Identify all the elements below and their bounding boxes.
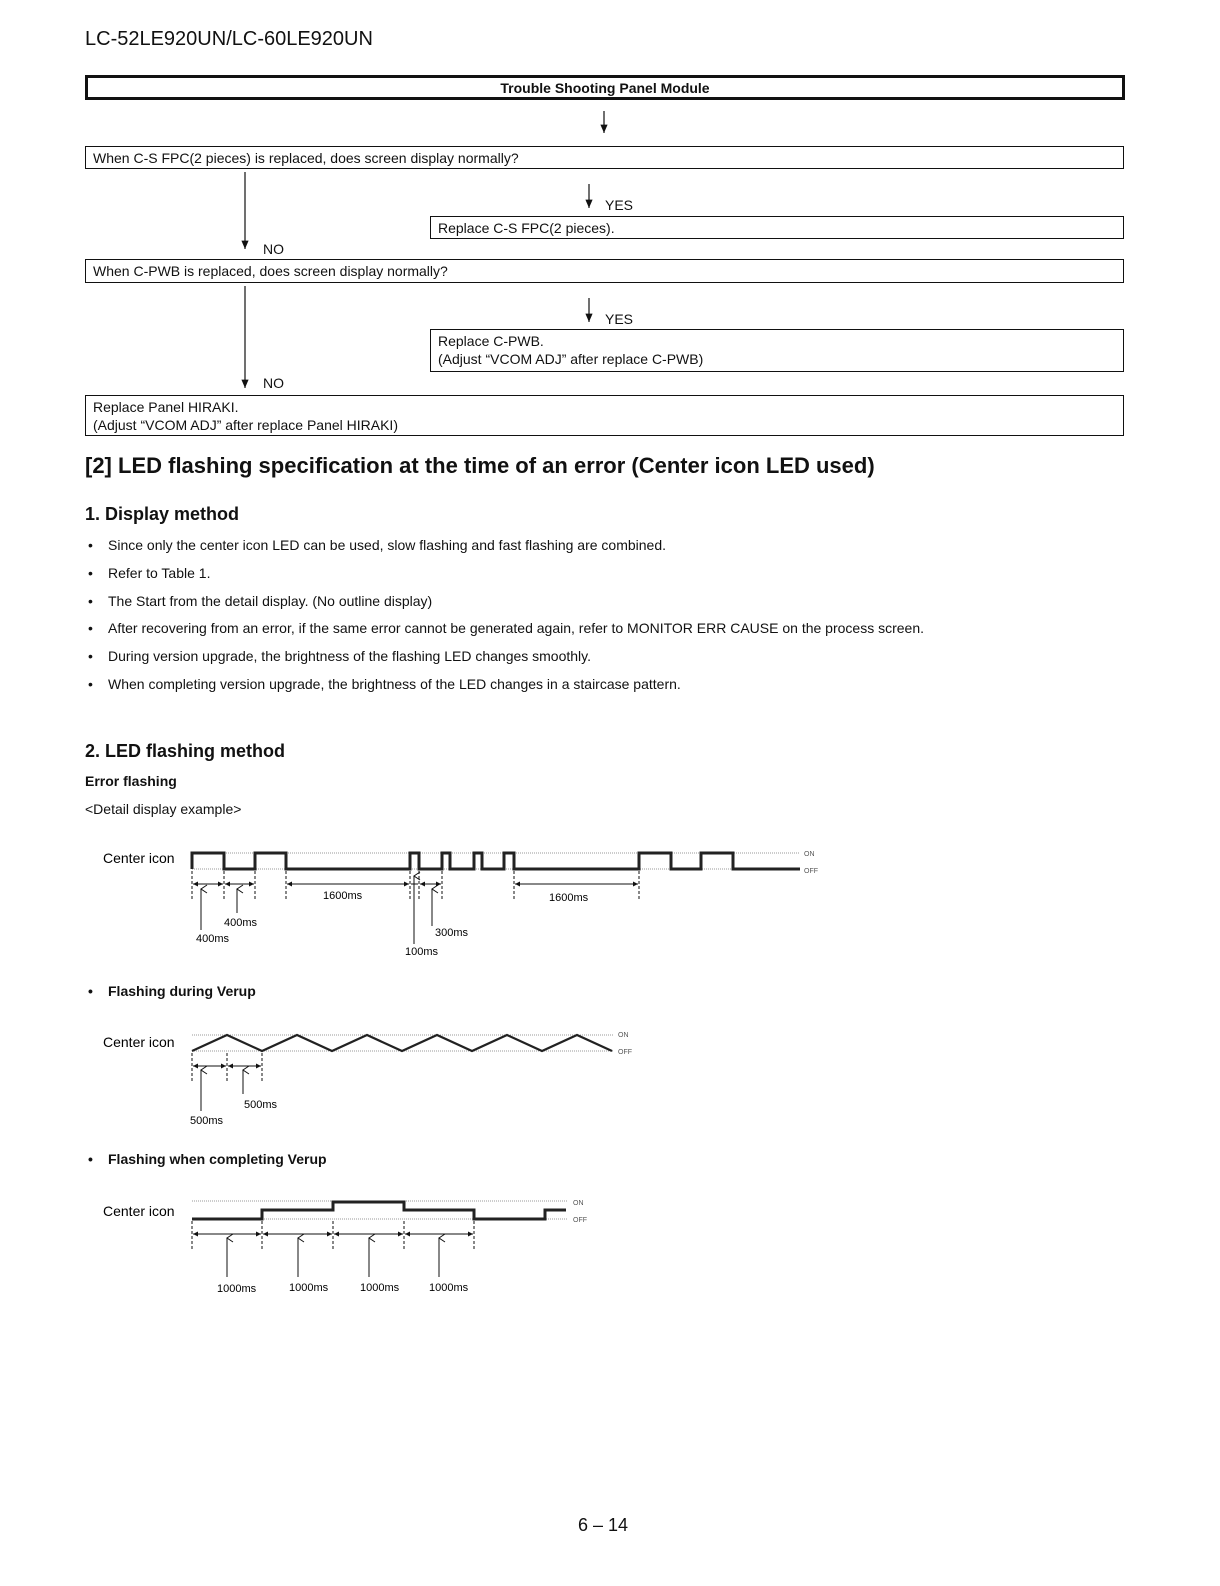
- answer-replace-cs-fpc: Replace C-S FPC(2 pieces).: [430, 216, 1124, 239]
- question-cs-fpc: When C-S FPC(2 pieces) is replaced, does screen display normally?: [85, 146, 1124, 169]
- signal-label: Center icon: [103, 1034, 175, 1050]
- bullet-item: • During version upgrade, the brightness of the flashing LED changes smoothly.: [88, 648, 592, 664]
- bullet-item: • The Start from the detail display. (No outline display): [88, 593, 433, 609]
- complete-diagram: [103, 1200, 587, 1295]
- duration-label: 1600ms: [323, 890, 363, 902]
- flow-arrows: [245, 111, 604, 388]
- verup-waveform: [192, 1035, 612, 1051]
- signal-label: Center icon: [103, 850, 175, 866]
- bullet-item: • Refer to Table 1.: [88, 565, 211, 581]
- verup-heading: • Flashing during Verup: [88, 983, 256, 999]
- error-flashing-label: Error flashing: [85, 773, 177, 789]
- duration-label: 400ms: [224, 917, 258, 929]
- detail-example-label: <Detail display example>: [85, 801, 242, 817]
- on-label: ON: [618, 1032, 629, 1039]
- question-c-pwb: When C-PWB is replaced, does screen display normally?: [85, 259, 1124, 283]
- off-label: OFF: [618, 1049, 632, 1056]
- duration-label: 300ms: [435, 927, 469, 939]
- section-title: [2] LED flashing specification at the time of an error (Center icon LED used): [85, 453, 875, 478]
- duration-label: 500ms: [190, 1115, 224, 1127]
- duration-label: 1000ms: [429, 1282, 469, 1294]
- bullet-item: • When completing version upgrade, the brightness of the LED changes in a staircase pattern.: [88, 676, 681, 692]
- no-label: NO: [263, 241, 284, 257]
- duration-label: 100ms: [405, 946, 439, 958]
- answer-line: Replace Panel HIRAKI.: [93, 399, 239, 415]
- error-flashing-diagram: [103, 850, 818, 958]
- answer-line: Replace C-PWB.: [438, 333, 544, 349]
- signal-label: Center icon: [103, 1203, 175, 1219]
- yes-label: YES: [605, 311, 634, 327]
- flashing-method-heading: 2. LED flashing method: [85, 741, 286, 761]
- on-label: ON: [573, 1200, 584, 1207]
- model-header: LC-52LE920UN/LC-60LE920UN: [85, 28, 373, 50]
- yes-label: YES: [605, 197, 634, 213]
- display-method-heading: 1. Display method: [85, 504, 240, 524]
- duration-label: 1000ms: [217, 1283, 257, 1295]
- duration-label: 1600ms: [549, 892, 589, 904]
- answer-line: (Adjust “VCOM ADJ” after replace Panel HIRAKI): [93, 417, 398, 433]
- bullet-item: • Since only the center icon LED can be used, slow flashing and fast flashing are combined.: [88, 537, 666, 553]
- no-label: NO: [263, 375, 284, 391]
- duration-label: 1000ms: [289, 1282, 329, 1294]
- page-number: 6 – 14: [577, 1515, 629, 1535]
- complete-waveform: [192, 1202, 566, 1219]
- bullet-item: • After recovering from an error, if the same error cannot be generated again, refer to MONITOR ERR CAUSE on the process screen.: [88, 620, 924, 636]
- complete-heading: • Flashing when completing Verup: [88, 1151, 327, 1167]
- answer-line: (Adjust “VCOM ADJ” after replace C-PWB): [438, 351, 704, 367]
- duration-label: 400ms: [196, 933, 230, 945]
- flowchart-title: Trouble Shooting Panel Module: [85, 75, 1125, 100]
- on-label: ON: [804, 851, 815, 858]
- off-label: OFF: [573, 1217, 587, 1224]
- verup-diagram: [103, 1032, 632, 1127]
- error-waveform: [192, 853, 800, 869]
- duration-label: 1000ms: [360, 1282, 400, 1294]
- duration-label: 500ms: [244, 1099, 278, 1111]
- off-label: OFF: [804, 868, 818, 875]
